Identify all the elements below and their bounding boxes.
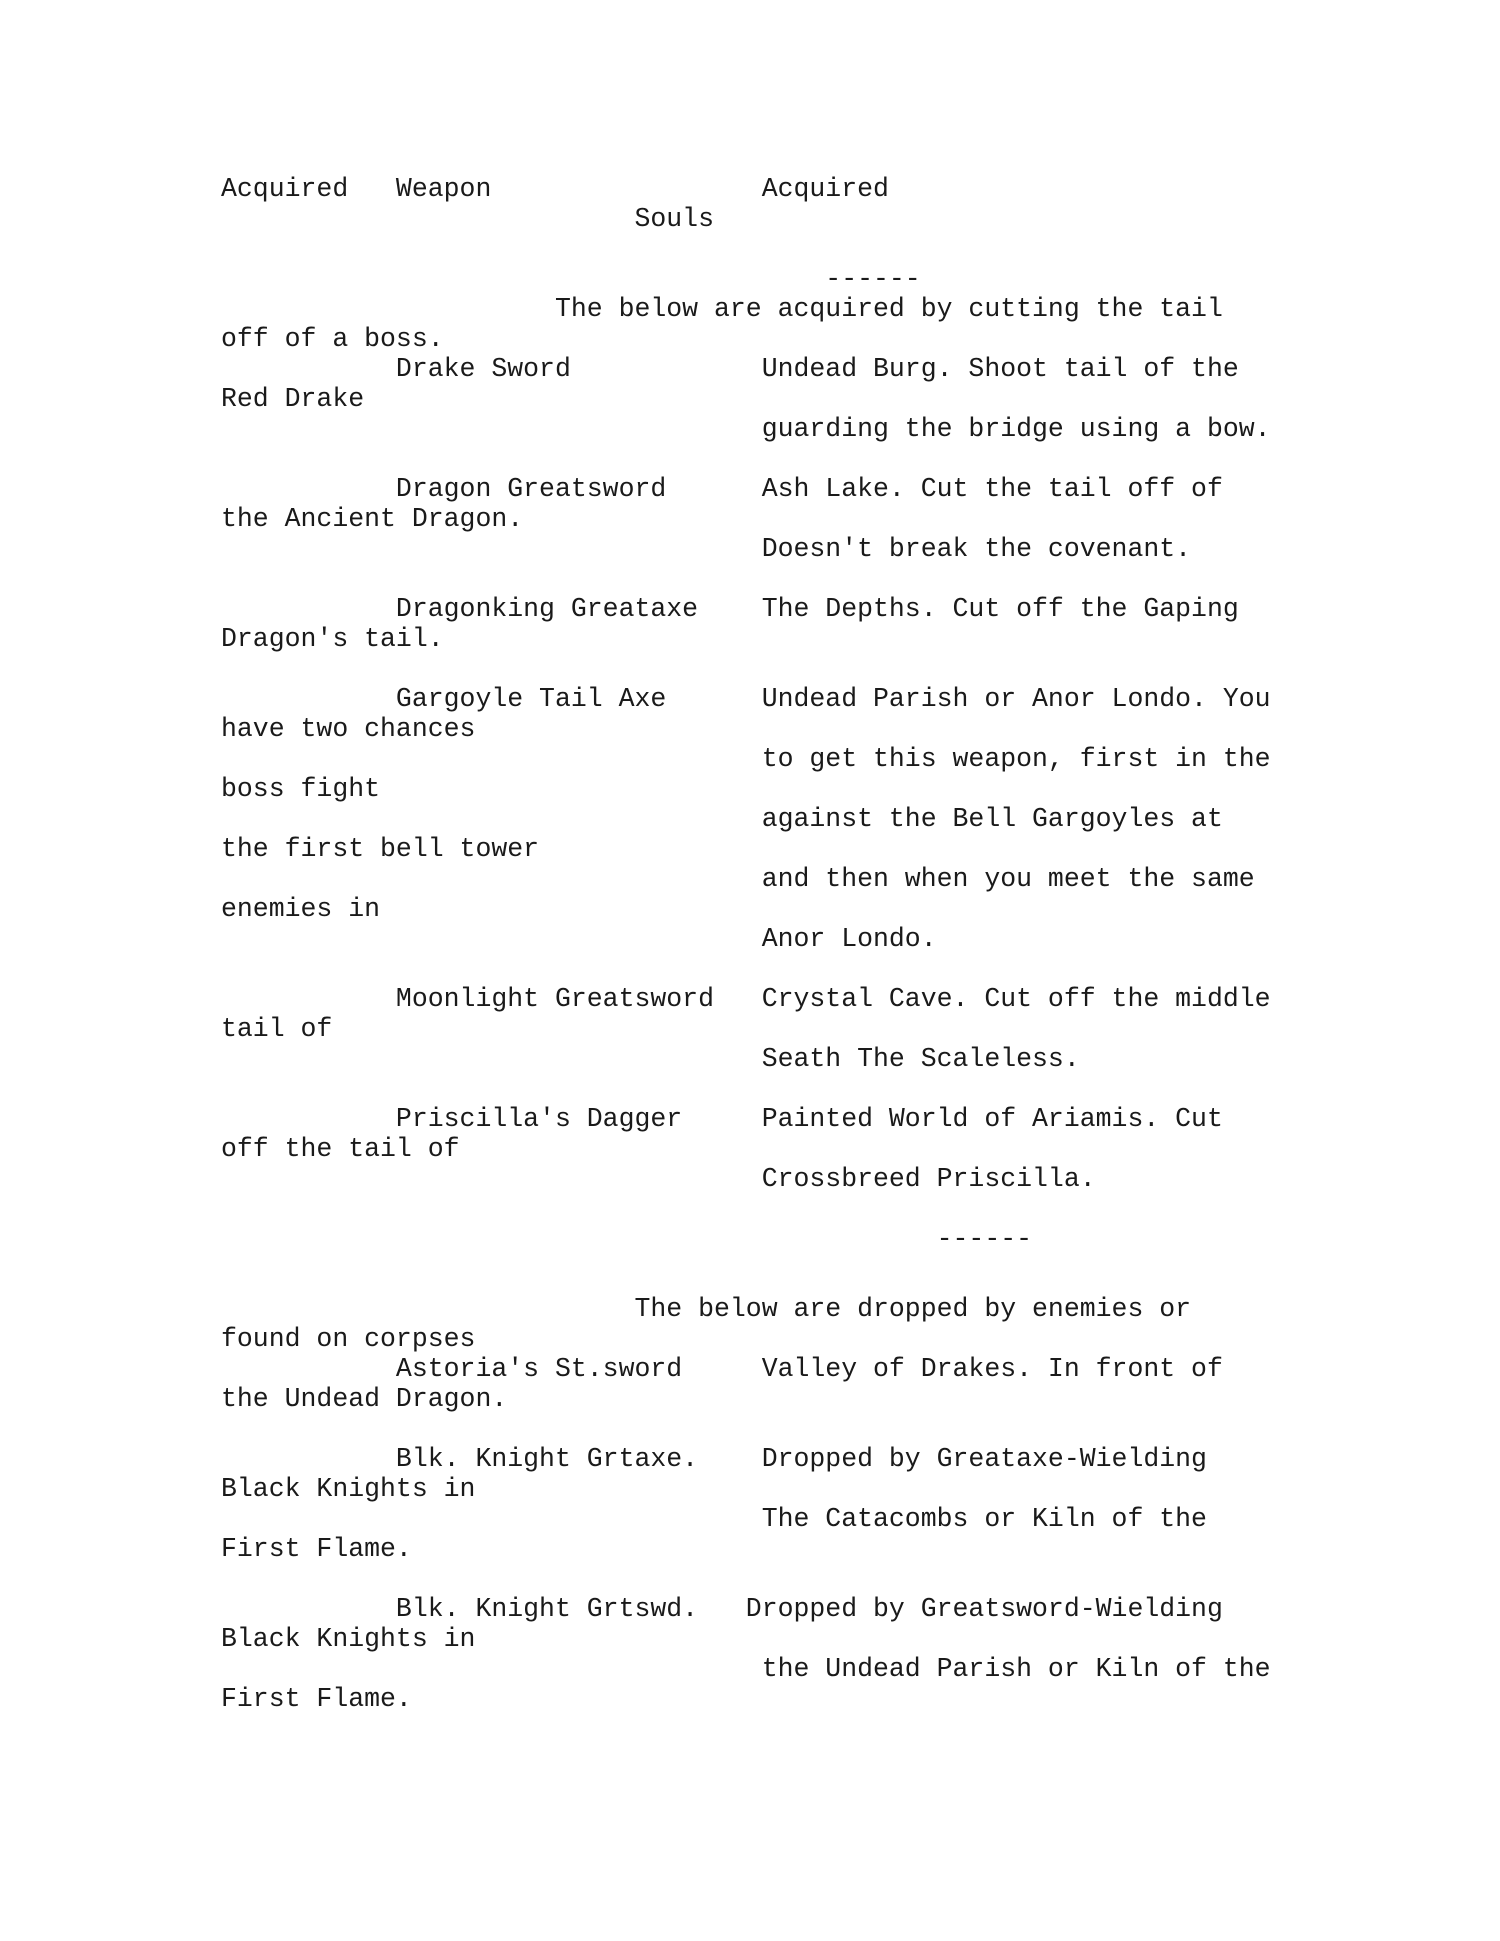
weapon-entry-detail: The Catacombs or Kiln of the	[221, 1504, 1207, 1534]
weapon-entry-wrap: the first bell tower	[221, 834, 540, 864]
weapon-entry-detail: guarding the bridge using a bow.	[221, 414, 1271, 444]
weapon-entry-wrap: have two chances	[221, 714, 476, 744]
section-divider: ------	[221, 264, 921, 294]
header-columns-line: Acquired Weapon Acquired	[221, 174, 889, 204]
weapon-entry-detail: Anor Londo.	[221, 924, 937, 954]
weapon-entry-detail: and then when you meet the same	[221, 864, 1255, 894]
weapon-entry-wrap: boss fight	[221, 774, 381, 804]
weapon-entry-line: Gargoyle Tail Axe Undead Parish or Anor Londo. You	[221, 684, 1271, 714]
weapon-entry-wrap: Black Knights in	[221, 1624, 476, 1654]
weapon-entry-wrap: Red Drake	[221, 384, 365, 414]
weapon-entry-wrap: the Ancient Dragon.	[221, 504, 524, 534]
weapon-entry-wrap: First Flame.	[221, 1684, 412, 1714]
weapon-entry-detail: against the Bell Gargoyles at	[221, 804, 1223, 834]
weapon-entry-wrap: enemies in	[221, 894, 381, 924]
section-heading-continued: found on corpses	[221, 1324, 476, 1354]
section-divider: ------	[221, 1224, 1033, 1254]
weapon-entry-wrap: First Flame.	[221, 1534, 412, 1564]
weapon-entry-line: Dragonking Greataxe The Depths. Cut off the Gaping	[221, 594, 1239, 624]
header-souls-line: Souls	[221, 204, 714, 234]
weapon-entry-line: Dragon Greatsword Ash Lake. Cut the tail off of	[221, 474, 1223, 504]
weapon-entry-detail: Doesn't break the covenant.	[221, 534, 1192, 564]
weapon-entry-wrap: tail of	[221, 1014, 333, 1044]
section-heading-tail-cut: The below are acquired by cutting the tail	[221, 294, 1223, 324]
weapon-entry-wrap: Black Knights in	[221, 1474, 476, 1504]
section-heading-dropped: The below are dropped by enemies or	[221, 1294, 1192, 1324]
weapon-entry-line: Drake Sword Undead Burg. Shoot tail of the	[221, 354, 1239, 384]
weapon-entry-wrap: the Undead Dragon.	[221, 1384, 508, 1414]
weapon-entry-detail: Seath The Scaleless.	[221, 1044, 1080, 1074]
weapon-entry-line: Priscilla's Dagger Painted World of Ariamis. Cut	[221, 1104, 1223, 1134]
weapon-entry-line: Moonlight Greatsword Crystal Cave. Cut off the middle	[221, 984, 1271, 1014]
section-heading-continued: off of a boss.	[221, 324, 444, 354]
weapon-entry-detail: to get this weapon, first in the	[221, 744, 1271, 774]
weapon-entry-detail: the Undead Parish or Kiln of the	[221, 1654, 1271, 1684]
weapon-entry-wrap: off the tail of	[221, 1134, 460, 1164]
weapon-entry-line: Astoria's St.sword Valley of Drakes. In front of	[221, 1354, 1223, 1384]
weapon-entry-line: Blk. Knight Grtswd. Dropped by Greatsword-Wielding	[221, 1594, 1223, 1624]
weapon-entry-detail: Crossbreed Priscilla.	[221, 1164, 1096, 1194]
weapon-entry-wrap: Dragon's tail.	[221, 624, 444, 654]
weapon-entry-line: Blk. Knight Grtaxe. Dropped by Greataxe-Wielding	[221, 1444, 1207, 1474]
